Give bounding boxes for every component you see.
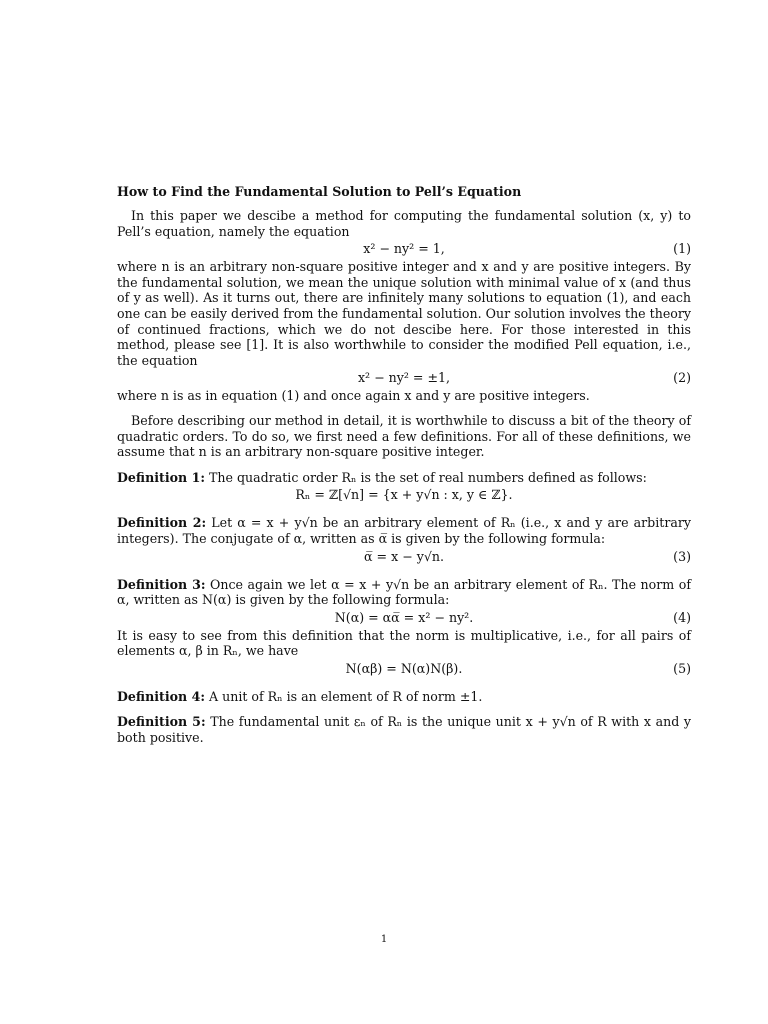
equation-2-number: (2): [673, 370, 691, 386]
definition-4: [117, 689, 691, 705]
definition-5: [117, 714, 691, 745]
definition-1-label: Definition 1:: [117, 469, 205, 485]
page-number: 1: [380, 934, 388, 945]
paragraph-quadratic-orders: Before describing our method in detail, it is worthwhile to discuss a bit of the theory of quadratic orders. To do so, we first need a few definitions. For all of these definitions, we assume that n is an arbitrary non-square positive integer.: [117, 412, 691, 460]
document-body: [117, 184, 691, 746]
equation-1: [117, 239, 691, 259]
definition-2-label: Definition 2:: [117, 515, 207, 531]
definition-4-text: A unit of Rₙ is an element of R of norm ±1.: [209, 688, 483, 704]
definition-5-text: The fundamental unit εₙ of Rₙ is the unique unit x + y√n of R with x and y both positive.: [117, 714, 692, 746]
paragraph-intro: In this paper we descibe a method for computing the fundamental solution (x, y) to Pell’s equation, namely the equation: [117, 208, 691, 239]
paragraph-norm-multiplicative: It is easy to see from this definition that the norm is multiplicative, i.e., for all pairs of elements α, β in Rₙ, we have: [117, 627, 691, 659]
equation-1-number: (1): [673, 241, 691, 257]
definition-5-label: Definition 5:: [117, 714, 206, 730]
paragraph-intro-continued: where n is an arbitrary non-square positive integer and x and y are positive integers. By the fundamental solution, we mean the unique solution with minimal value of x (and thus of y as well). As it turns out, there are infinitely many solutions to equation (1), and each one can be easily derived from the fundamental solution. Our solution involves the theory of continued fractions, which we do not descibe here. For those interested in this method, please see [1]. It is also worthwhile to consider the modified Pell equation, i.e., the equation: [117, 259, 691, 368]
definition-3-label: Definition 3:: [117, 576, 206, 592]
equation-3-number: (3): [673, 548, 691, 564]
definition-3: [117, 577, 691, 679]
equation-2: [117, 368, 691, 388]
equation-4-body: N(α) = αα̅ = x² − ny².: [334, 609, 474, 625]
equation-3: [117, 547, 691, 567]
equation-5-number: (5): [673, 660, 691, 676]
definition-1-equation: Rₙ = ℤ[√n] = {x + y√n : x, y ∈ ℤ}.: [295, 487, 513, 503]
equation-4-number: (4): [673, 609, 691, 625]
equation-1-body: x² − ny² = 1,: [363, 241, 445, 257]
equation-5: [117, 659, 691, 679]
definition-2: [117, 515, 691, 566]
equation-3-body: α̅ = x − y√n.: [364, 548, 444, 564]
equation-2-body: x² − ny² = ±1,: [357, 370, 451, 386]
definition-1: [117, 470, 691, 506]
equation-4: [117, 608, 691, 628]
definition-3-text: Once again we let α = x + y√n be an arbitrary element of Rₙ. The norm of α, written as N(α) is given by the following formula:: [117, 576, 691, 608]
paragraph-intro-end: where n is as in equation (1) and once again x and y are positive integers.: [117, 388, 590, 404]
definition-2-text: Let α = x + y√n be an arbitrary element of Rₙ (i.e., x and y are arbitrary integers). The conjugate of α, written as α̅ is given by the following formula:: [117, 515, 692, 546]
definition-1-text: The quadratic order Rₙ is the set of real numbers defined as follows:: [209, 469, 647, 485]
document-title: How to Find the Fundamental Solution to Pell’s Equation: [117, 184, 522, 199]
equation-5-body: N(αβ) = N(α)N(β).: [345, 660, 463, 676]
definition-4-label: Definition 4:: [117, 688, 205, 704]
